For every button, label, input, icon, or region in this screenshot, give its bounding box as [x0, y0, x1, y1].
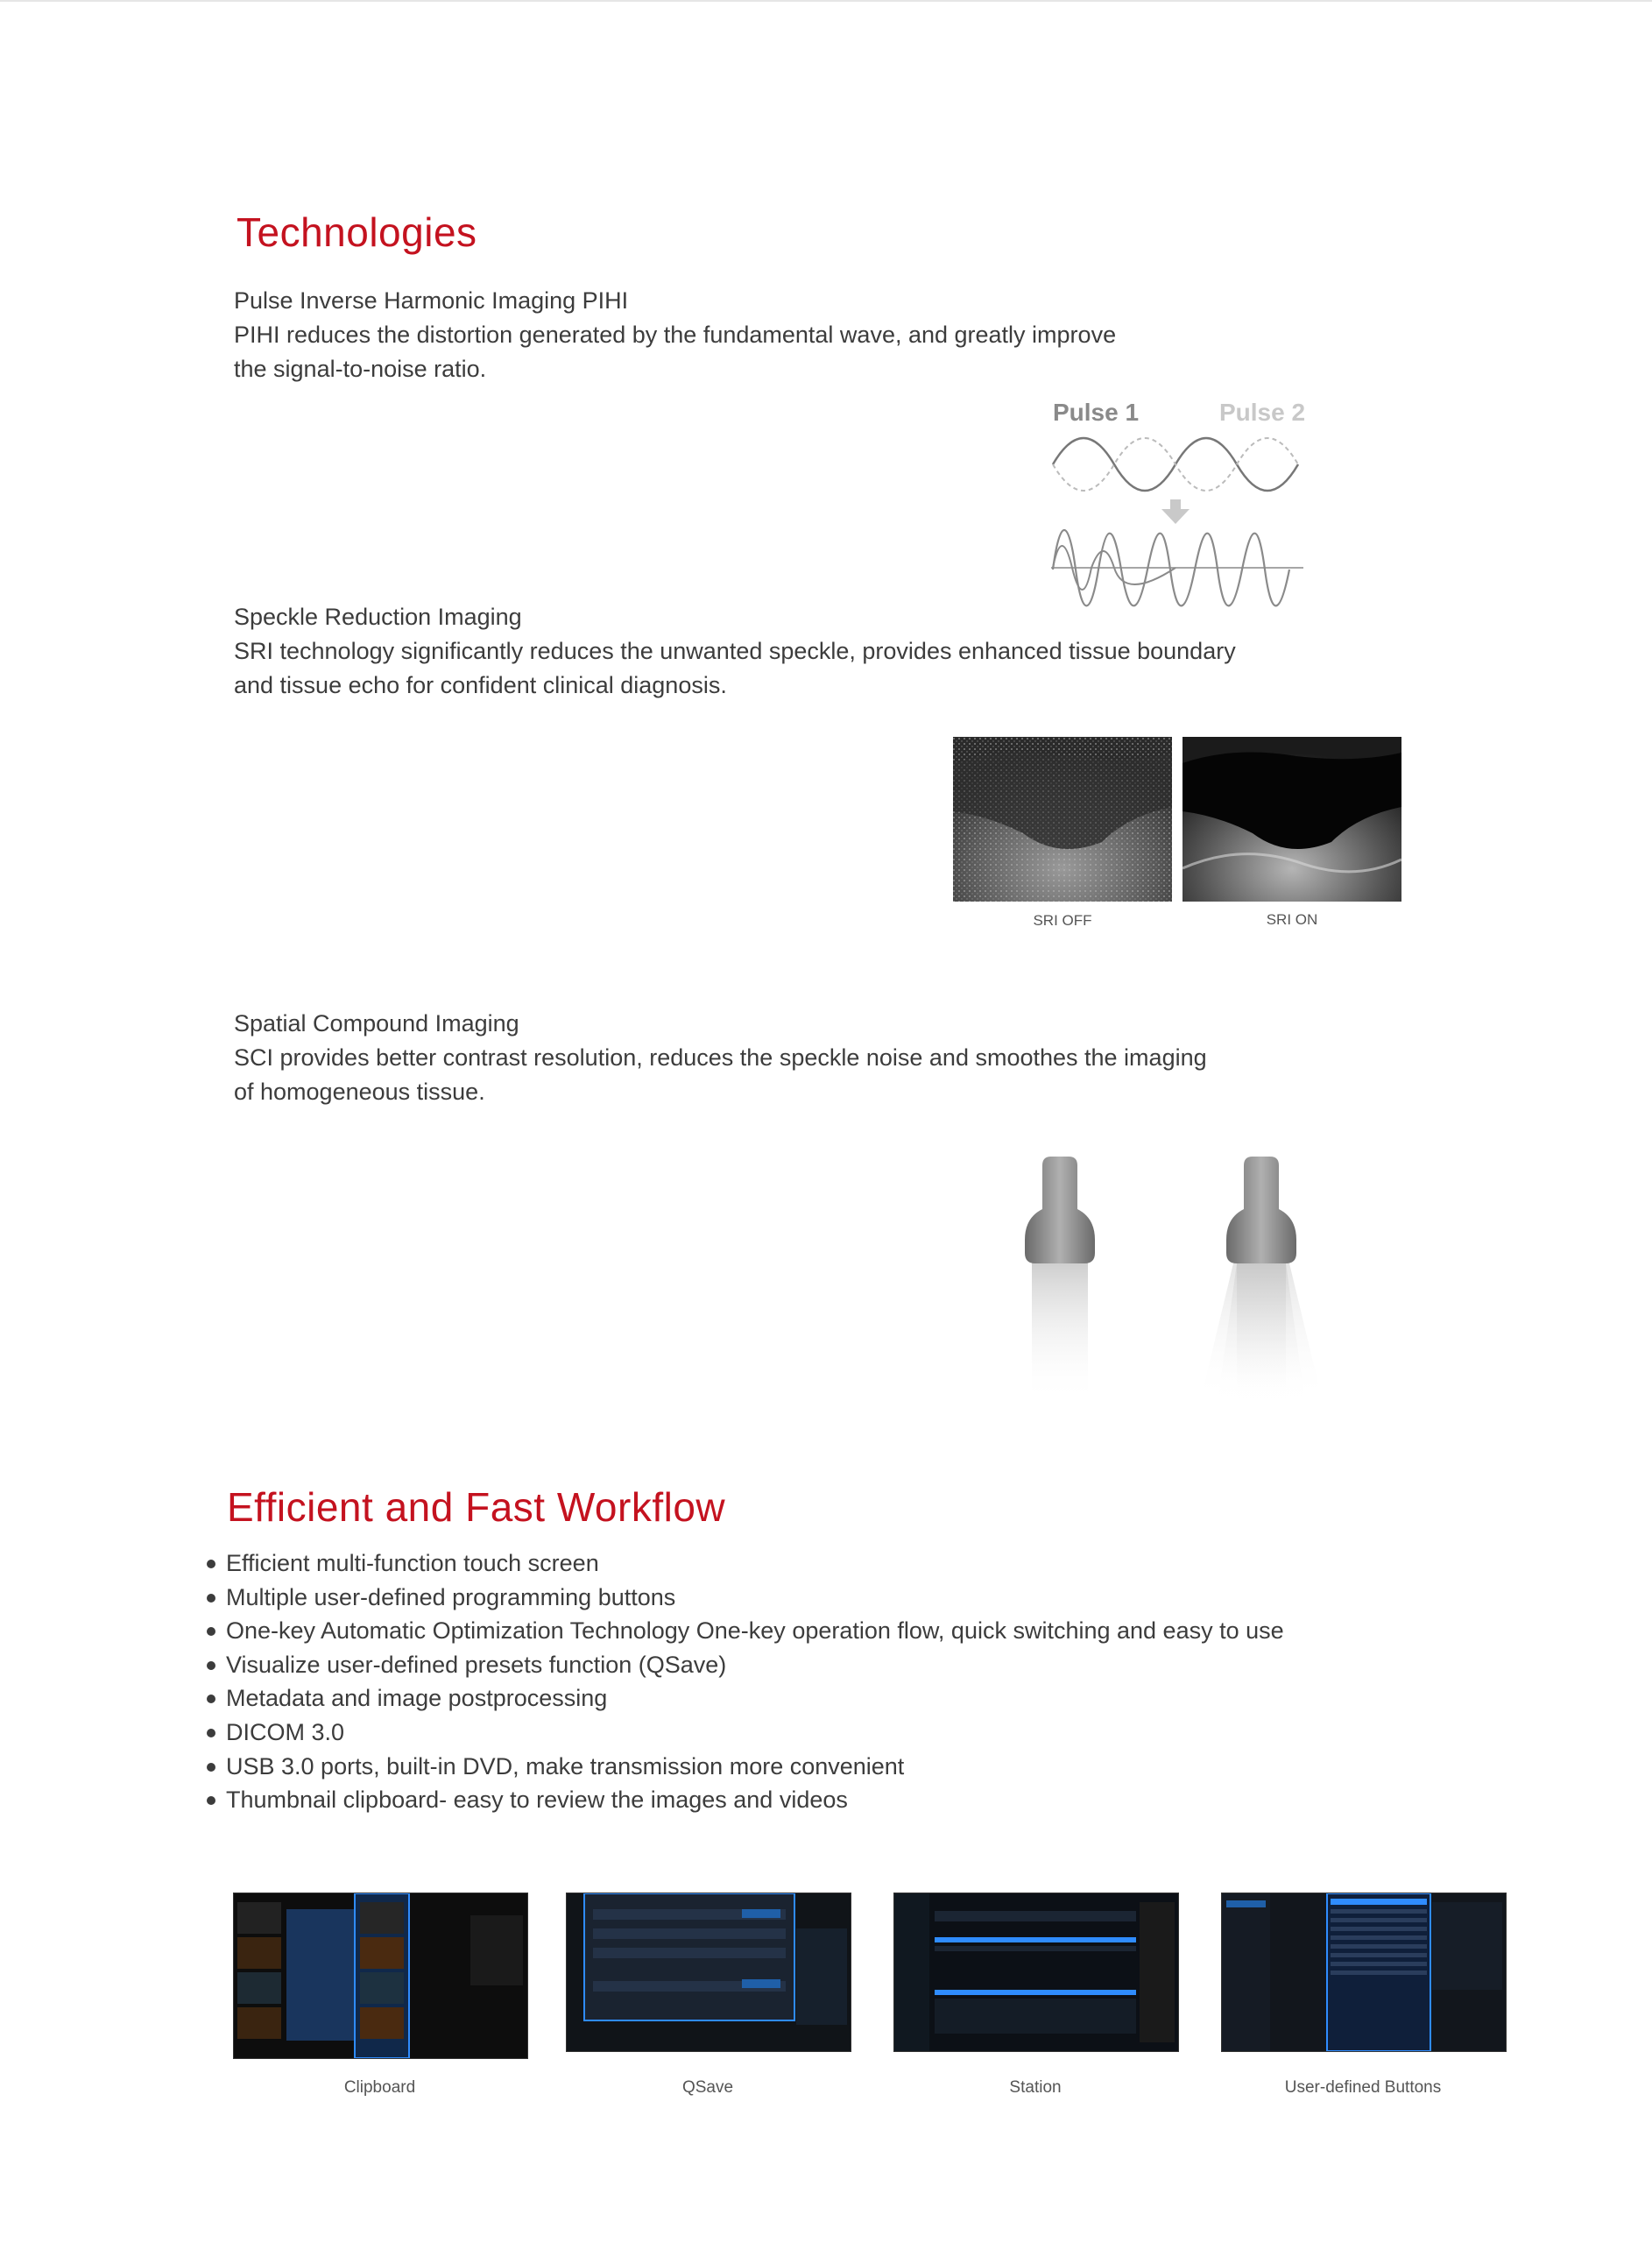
sri-block [234, 604, 1236, 703]
probe-conventional-icon [1025, 1157, 1095, 1402]
sri-heading: Speckle Reduction Imaging [234, 604, 522, 630]
pulse-inversion-diagram [1042, 394, 1331, 609]
sri-line-2: and tissue echo for confident clinical diagnosis. [234, 672, 727, 698]
pihi-block [234, 287, 1116, 386]
pulse1-label: Pulse 1 [1053, 399, 1140, 426]
sci-probe-illustration [1007, 1157, 1340, 1402]
station-screenshot [893, 1893, 1179, 2052]
list-item: One-key Automatic Optimization Technology One-key operation flow, quick switching and easy to use [207, 1614, 1284, 1648]
pulse2-wave [1053, 438, 1298, 491]
workflow-title: Efficient and Fast Workflow [227, 1484, 726, 1530]
list-item: Multiple user-defined programming buttons [207, 1581, 1284, 1615]
sri-line-1: SRI technology significantly reduces the unwanted speckle, provides enhanced tissue boundary [234, 638, 1236, 664]
user-defined-buttons-caption: User-defined Buttons [1284, 2078, 1442, 2097]
pihi-line-2: the signal-to-noise ratio. [234, 356, 487, 382]
pulse2-label: Pulse 2 [1219, 399, 1306, 426]
list-item: Thumbnail clipboard- easy to review the images and videos [207, 1783, 1284, 1817]
clipboard-screenshot [233, 1893, 528, 2059]
workflow-feature-list [207, 1546, 1284, 1817]
probe-compound-icon [1200, 1157, 1323, 1402]
qsave-caption: QSave [681, 2078, 734, 2097]
pihi-line-1: PIHI reduces the distortion generated by the fundamental wave, and greatly improve [234, 322, 1117, 348]
qsave-screenshot [566, 1893, 851, 2052]
sci-line-1: SCI provides better contrast resolution, reduces the speckle noise and smoothes the imaging [234, 1044, 1207, 1071]
top-rule [0, 0, 1652, 2]
sci-heading: Spatial Compound Imaging [234, 1010, 519, 1037]
list-item: Metadata and image postprocessing [207, 1681, 1284, 1716]
sci-line-2: of homogeneous tissue. [234, 1079, 485, 1105]
station-caption: Station [1009, 2078, 1062, 2097]
sri-comparison-images [953, 737, 1401, 903]
clipboard-caption: Clipboard [343, 2078, 416, 2097]
sri-on-caption: SRI ON [1266, 911, 1318, 928]
technologies-title: Technologies [237, 209, 477, 255]
list-item: DICOM 3.0 [207, 1716, 1284, 1750]
list-item: Visualize user-defined presets function (QSave) [207, 1648, 1284, 1682]
sci-block [234, 1010, 1207, 1109]
sri-off-image [953, 737, 1172, 902]
pihi-heading: Pulse Inverse Harmonic Imaging PIHI [234, 287, 629, 314]
list-item: USB 3.0 ports, built-in DVD, make transmission more convenient [207, 1750, 1284, 1784]
user-defined-buttons-screenshot [1221, 1893, 1507, 2052]
list-item: Efficient multi-function touch screen [207, 1546, 1284, 1581]
sri-off-caption: SRI OFF [1033, 912, 1092, 929]
down-arrow-icon [1161, 499, 1190, 524]
sri-on-image [1183, 737, 1401, 902]
